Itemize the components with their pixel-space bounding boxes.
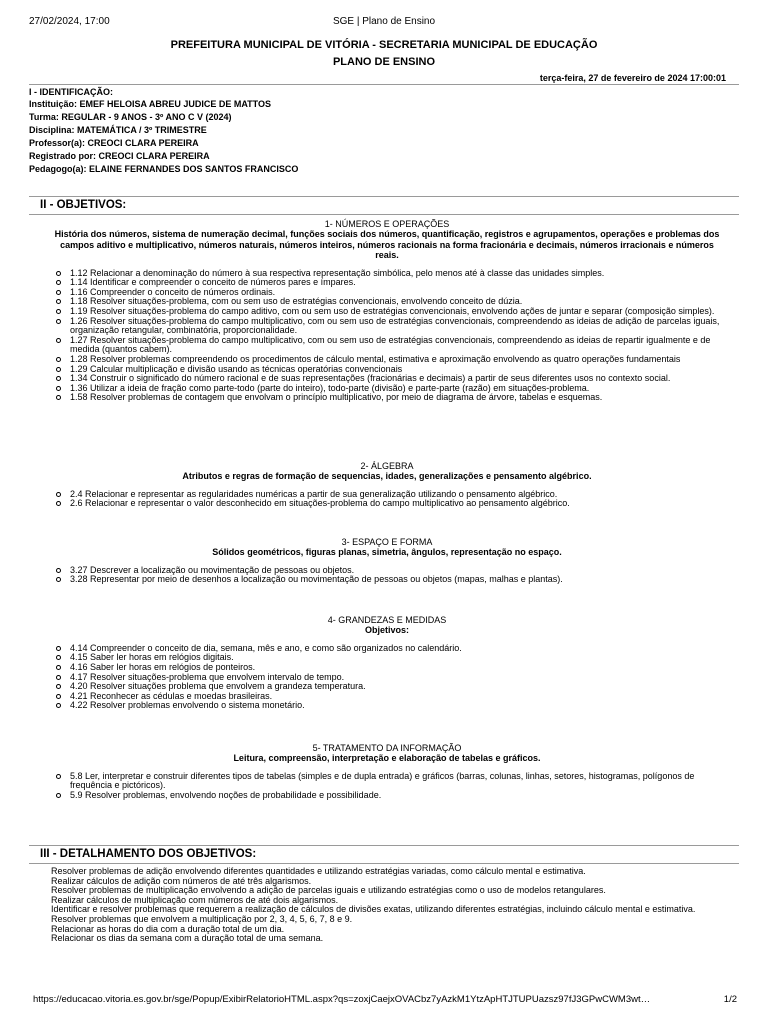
print-page-title: SGE | Plano de Ensino [332,16,436,27]
print-url: https://educacao.vitoria.es.gov.br/sge/Popup/ExibirRelatorioHTML.aspx?qs=zoxjCaejxOVACbz7yAzkM1YtzApHTJTUPUazsz97fJ3GPwCWM3wt… [33,994,651,1005]
bullet-icon [56,655,61,660]
list-item [56,772,726,791]
objective-text: 4.15 Saber ler horas em relógios digitais. [70,652,234,663]
list-item [56,791,726,801]
detail-line: Relacionar os dias da semana com a duração total de uma semana. [51,933,324,944]
bullet-icon [56,665,61,670]
objective-text: 2.4 Relacionar e representar as regularidades numéricas a partir de sua generalização utilizando o pensamento algébrico. [70,488,558,499]
unit-title: 4- GRANDEZAS E MEDIDAS [327,615,447,625]
objective-list [56,269,726,403]
detail-line: Resolver problemas de adição envolvendo diferentes quantidades e utilizando estratégias variadas, como cálculo mental e estimativa. [51,866,586,876]
bullet-icon [56,357,61,362]
objective-text: 1.36 Utilizar a ideia de fração como parte-todo (parte do inteiro), todo-parte (divisão) e parte-parte (razão) em situações-problema. [70,382,590,393]
identification-institution: Instituição: EMEF HELOISA ABREU JUDICE DE MATTOS [29,99,272,109]
bullet-icon [56,395,61,400]
bullet-icon [56,774,61,779]
unit-subtitle: Atributos e regras de formação de sequencias, idades, generalizações e pensamento algébrico. [182,471,592,482]
objectives-title: II - OBJETIVOS: [40,199,127,211]
objective-text: 1.27 Resolver situações-problema do campo multiplicativo, com ou sem uso de estratégias convencionais, compreendendo as ideias de repartir igualmente e de medida (quantos cabem). [70,334,711,355]
bullet-icon [56,703,61,708]
identification-subject: Disciplina: MATEMÁTICA / 3º TRIMESTRE [29,125,207,135]
objective-list [56,490,726,509]
plan-title: PLANO DE ENSINO [332,56,436,68]
unit-title: 5- TRATAMENTO DA INFORMAÇÃO [312,743,462,753]
bullet-icon [56,675,61,680]
bullet-icon [56,309,61,314]
identification-title: I - IDENTIFICAÇÃO: [29,87,113,97]
bullet-icon [56,299,61,304]
divider [29,84,739,85]
objective-text: 1.19 Resolver situações-problema do campo aditivo, com ou sem uso de estratégias convencionais, envolvendo ações de juntar e separar (composição simples). [70,306,715,316]
objective-text: 5.9 Resolver problemas, envolvendo noções de probabilidade e possibilidade. [70,790,382,800]
identification-class: Turma: REGULAR - 9 ANOS - 3º ANO C V (2024) [29,112,232,122]
objective-unit-2 [48,461,726,509]
divider [29,845,739,846]
unit-subtitle: Leitura, compreensão, interpretação e elaboração de tabelas e gráficos. [233,753,541,764]
objective-list [56,772,726,801]
print-header [29,17,739,31]
detail-line: Realizar cálculos de adição com números de até três algarismos. [51,875,312,886]
bullet-icon [56,501,61,506]
objective-text: 5.8 Ler, interpretar e construir diferentes tipos de tabelas (simples e de dupla entrada) e gráficos (barras, colunas, linhas, setores, histogramas, polígonos de frequência e pictóricos). [70,770,695,791]
divider [29,863,739,864]
print-datetime: 27/02/2024, 17:00 [29,16,110,27]
objective-text: 1.18 Resolver situações-problema, com ou sem uso de estratégias convencionais, envolvendo conceito de dúzia. [70,296,523,307]
list-item [56,393,726,403]
bullet-icon [56,694,61,699]
list-item [56,336,726,355]
objective-text: 4.20 Resolver situações problema que envolvem a grandeza temperatura. [70,681,366,692]
objective-text: 1.12 Relacionar a denominação do número à sua respectiva representação simbólica, pelo menos até à classe das unidades simples. [70,267,605,278]
unit-subtitle: História dos números, sistema de numeração decimal, funções sociais dos números, quantificação, registros e agrupamentos, operações e problemas dos campos aditivo e multiplicativo, números naturais, números inteiros, números racionais na forma fracionária e decimais, números irracionais e números reais. [54,229,720,261]
objective-list [56,566,726,585]
objective-text: 4.14 Compreender o conceito de dia, semana, mês e ano, e como são organizados no calendário. [70,642,462,653]
objective-text: 4.16 Saber ler horas em relógios de ponteiros. [70,662,256,672]
bullet-icon [56,793,61,798]
list-item [56,575,726,585]
bullet-icon [56,367,61,372]
unit-title: 2- ÁLGEBRA [360,461,414,471]
objective-unit-1 [48,219,726,403]
objective-unit-5 [48,743,726,801]
identification-pedagogue: Pedagogo(a): ELAINE FERNANDES DOS SANTOS FRANCISCO [29,164,299,174]
org-title: PREFEITURA MUNICIPAL DE VITÓRIA - SECRETARIA MUNICIPAL DE EDUCAÇÃO [170,39,598,51]
detail-line: Realizar cálculos de multiplicação com números de até dois algarismos. [51,894,339,905]
bullet-icon [56,492,61,497]
bullet-icon [56,684,61,689]
bullet-icon [56,338,61,343]
bullet-icon [56,577,61,582]
identification-teacher: Professor(a): CREOCI CLARA PEREIRA [29,138,199,148]
unit-subtitle: Sólidos geométricos, figuras planas, simetria, ângulos, representação no espaço. [212,547,562,558]
bullet-icon [56,568,61,573]
objective-text: 1.34 Construir o significado do número racional e de suas representações (fracionárias e decimais) a partir de seus diferentes usos no contexto social. [70,373,671,384]
unit-title: 1- NÚMEROS E OPERAÇÕES [324,219,450,229]
objective-unit-4 [48,615,726,711]
objective-text: 1.16 Compreender o conceito de números ordinais. [70,286,276,297]
bullet-icon [56,290,61,295]
print-footer [29,995,739,1009]
objective-text: 3.28 Representar por meio de desenhos a localização ou movimentação de pessoas ou objetos (mapas, malhas e plantas). [70,574,563,585]
objective-text: 1.29 Calcular multiplicação e divisão usando as técnicas operatórias convencionais [70,363,403,374]
objective-text: 1.26 Resolver situações-problema do campo multiplicativo, com ou sem uso de estratégias convencionais, compreendendo as ideias de adição de parcelas iguais, organização retangular, combinatória, proporcionalidade. [70,315,720,336]
objective-list [56,644,726,711]
objective-unit-3 [48,537,726,585]
objective-text: 1.28 Resolver problemas compreendendo os procedimentos de cálculo mental, estimativa e aproximação envolvendo as quatro operações fundamentais [70,353,681,364]
bullet-icon [56,319,61,324]
details-title: III - DETALHAMENTO DOS OBJETIVOS: [40,848,257,860]
objective-text: 4.17 Resolver situações-problema que envolvem intervalo de tempo. [70,671,345,682]
detail-line: Identificar e resolver problemas que requerem a realização de cálculos de divisões exatas, utilizando diferentes estratégias, incluindo cálculo mental e estimativa. [51,904,696,915]
list-item [56,317,726,336]
details-section [51,867,726,944]
objective-text: 4.21 Reconhecer as cédulas e moedas brasileiras. [70,690,273,701]
list-item [56,701,726,711]
objective-text: 3.27 Descrever a localização ou movimentação de pessoas ou objetos. [70,564,355,575]
bullet-icon [56,386,61,391]
list-item [56,499,726,509]
divider [29,196,739,197]
generated-date: terça-feira, 27 de fevereiro de 2024 17:00:01 [539,73,726,83]
objective-text: 1.58 Resolver problemas de contagem que envolvam o princípio multiplicativo, por meio de diagrama de árvore, tabelas e esquemas. [70,392,603,403]
bullet-icon [56,280,61,285]
identification-registered-by: Registrado por: CREOCI CLARA PEREIRA [29,151,210,161]
objective-text: 4.22 Resolver problemas envolvendo o sistema monetário. [70,700,305,711]
detail-line: Relacionar as horas do dia com a duração total de um dia. [51,923,285,934]
page-number: 1/2 [723,994,737,1005]
detail-line: Resolver problemas que envolvem a multiplicação por 2, 3, 4, 5, 6, 7, 8 e 9. [51,913,353,924]
bullet-icon [56,376,61,381]
unit-subtitle: Objetivos: [364,625,409,636]
objective-text: 1.14 Identificar e compreender o conceito de números pares e ímpares. [70,277,356,288]
detail-line: Resolver problemas de multiplicação envolvendo a adição de parcelas iguais e utilizando estratégias como o uso de modelos retangulares. [51,885,606,896]
objective-text: 2.6 Relacionar e representar o valor desconhecido em situações-problema do campo multiplicativo ao pensamento algébrico. [70,498,570,509]
divider [29,214,739,215]
bullet-icon [56,271,61,276]
bullet-icon [56,646,61,651]
identification-section [29,87,739,177]
unit-title: 3- ESPAÇO E FORMA [341,537,433,547]
